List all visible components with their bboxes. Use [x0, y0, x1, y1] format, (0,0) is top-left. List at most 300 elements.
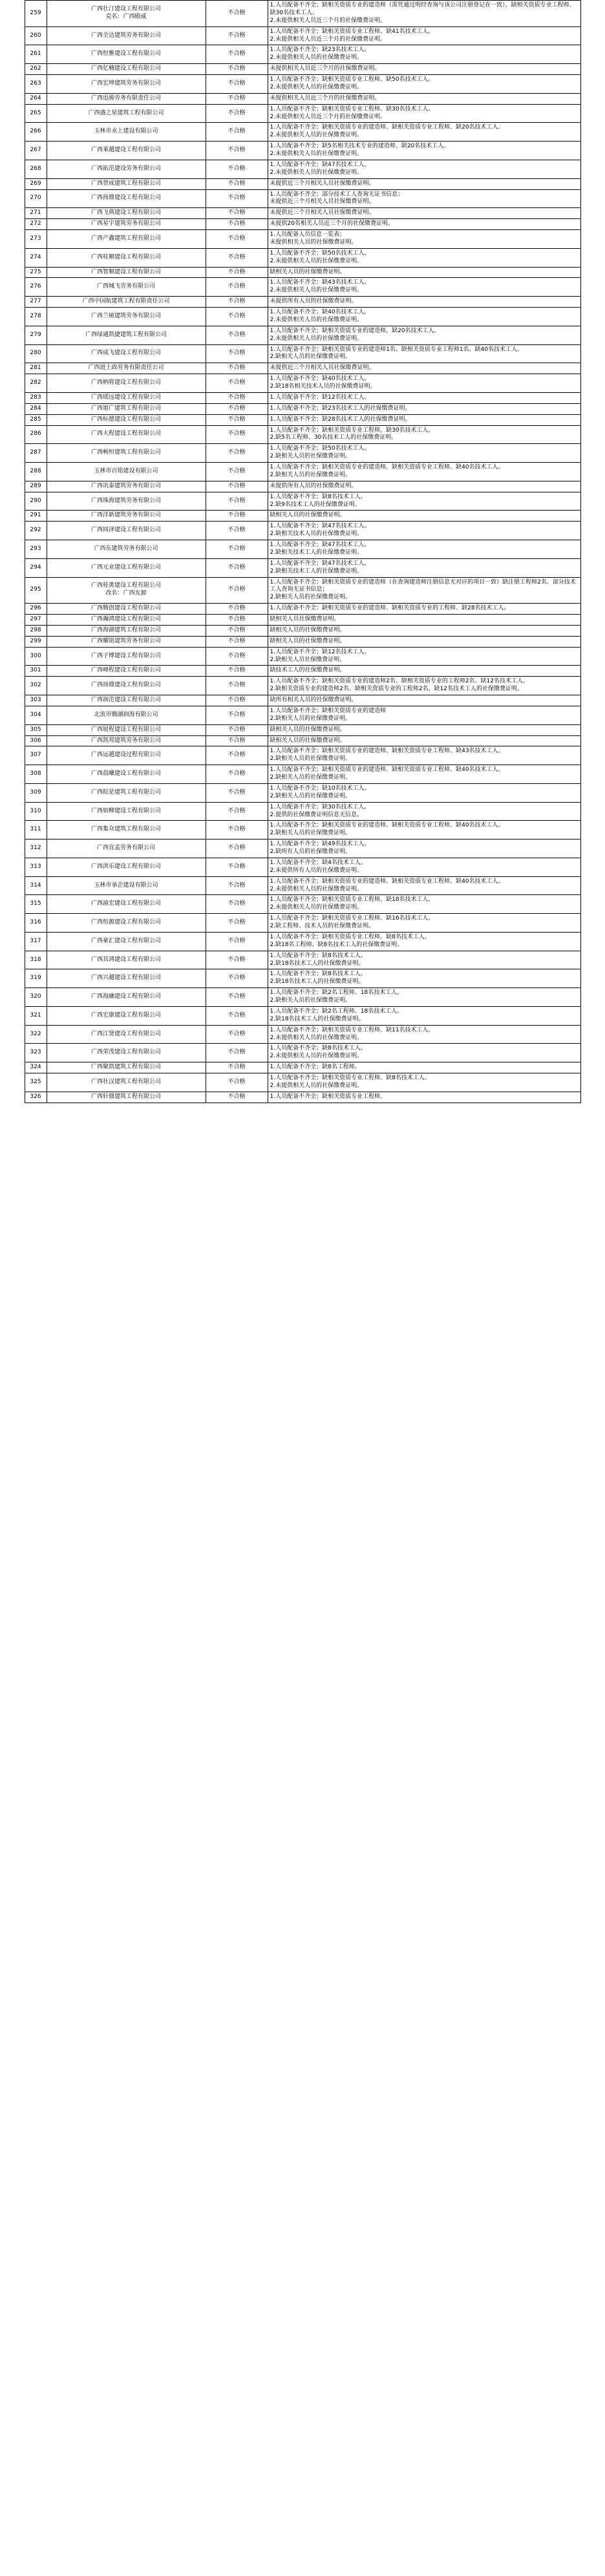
company-name-line: 广西城飞劳务有限公司: [96, 283, 155, 290]
company-name: [47, 695, 206, 706]
failure-reason: [268, 308, 580, 326]
table-row: [25, 914, 580, 933]
failure-reason: [268, 895, 580, 914]
row-number: 285: [25, 414, 47, 425]
company-name: [47, 839, 206, 858]
company-name: [47, 75, 206, 94]
row-number: 321: [25, 1006, 47, 1025]
failure-reason: [268, 783, 580, 802]
review-result: 不合格: [206, 463, 268, 481]
company-name: [47, 123, 206, 142]
failure-reason-line: 1.人员配备不齐全；缺49名技术工人。: [270, 841, 370, 848]
review-result: 不合格: [206, 142, 268, 160]
company-name-line: 广西贺成建筑工程有限公司: [90, 180, 161, 187]
table-row: [25, 783, 580, 802]
failure-reason-line: 2.提供的社保缴费证明信息无信息。: [270, 811, 363, 818]
failure-reason-line: 2.未提供相关人员近三个月的社保缴费证明。: [270, 36, 387, 43]
failure-reason-line: 1.人员配备不齐全；缺相关资质专业的建造师、缺相关资质专业工程师、缺20名技术工人。: [270, 124, 504, 131]
review-result: 不合格: [206, 75, 268, 94]
company-name: [47, 219, 206, 230]
failure-reason: [268, 821, 580, 839]
table-row: [25, 1092, 580, 1103]
company-name-line: 广西洋新建筑劳务有限公司: [90, 512, 161, 519]
company-name-line: 广西豪汇建设工程有限公司: [90, 937, 161, 944]
company-name-line: 北流市腾湖润海有限公司: [94, 711, 158, 718]
company-name-line: 广西产鑫建筑工程有限公司: [90, 235, 161, 242]
failure-reason-line: 2.缺18名工程师、缺8名技术工人的社保缴费证明。: [270, 941, 403, 948]
failure-reason-line: 1.人员配备不齐全；缺8名技术工人。: [270, 1045, 366, 1052]
company-name: [47, 26, 206, 45]
table-row: [25, 647, 580, 666]
failure-reason-line: 未提供相关人员近三个月的社保缴费证明。: [270, 65, 381, 72]
failure-reason-line: 1.人员配备不齐全；缺相关资质专业工程师、缺8名技术工人。: [270, 1075, 430, 1081]
company-name: [47, 858, 206, 876]
table-row: [25, 932, 580, 951]
company-name: [47, 969, 206, 988]
review-result: 不合格: [206, 208, 268, 219]
failure-reason: [268, 492, 580, 511]
company-name: [47, 647, 206, 666]
review-result: 不合格: [206, 783, 268, 802]
table-row: [25, 363, 580, 374]
review-result: 不合格: [206, 625, 268, 636]
row-number: 315: [25, 895, 47, 914]
company-name: [47, 636, 206, 647]
company-name-line: 广西海融建设工程有限公司: [90, 993, 161, 1000]
review-result: 不合格: [206, 839, 268, 858]
table-row: [25, 492, 580, 511]
failure-reason: [268, 839, 580, 858]
failure-reason-line: 未提供近三个月相关人员社保缴费证明。: [270, 180, 375, 187]
table-row: [25, 374, 580, 393]
review-result: 不合格: [206, 178, 268, 189]
table-row: [25, 1006, 580, 1025]
company-name: [47, 267, 206, 278]
table-row: [25, 695, 580, 706]
failure-reason: [268, 403, 580, 414]
company-name-line: 广西荣茂建设工程有限公司: [90, 1049, 161, 1056]
failure-reason-line: 1.人员配备不齐全；缺43名技术工人。: [270, 279, 370, 286]
company-name: [47, 677, 206, 695]
company-name: [47, 297, 206, 308]
failure-reason-line: 1.人员配备不齐全；缺30名技术工人。: [270, 803, 370, 810]
table-row: [25, 267, 580, 278]
failure-reason-line: 1.人员配备不齐全；缺5名相关技术专业的建造师、缺20名技术工人。: [270, 143, 450, 150]
row-number: 302: [25, 677, 47, 695]
row-number: 273: [25, 230, 47, 249]
failure-reason-line: 1.人员配备不齐全；缺相关资质专业工程师、缺41名技术工人。: [270, 28, 434, 35]
row-number: 322: [25, 1025, 47, 1044]
table-row: [25, 278, 580, 297]
review-result: 不合格: [206, 374, 268, 393]
table-row: [25, 75, 580, 94]
company-name-line: 广西中国航建筑工程有限责任公司: [82, 298, 170, 305]
row-number: 265: [25, 104, 47, 123]
company-name-line: 广西峰程建设工程有限公司: [90, 667, 161, 674]
table-row: [25, 988, 580, 1007]
failure-reason-line: 2.缺相关人员的社保缴费证明。: [270, 594, 352, 601]
failure-reason-line: 1.人员配备不齐全；缺40名技术工人。: [270, 375, 370, 383]
review-result: 不合格: [206, 666, 268, 677]
failure-reason-line: 2.缺18名相关技术人员的社保缴费证明。: [270, 383, 376, 390]
failure-reason-line: 1.人员配备不齐全；缺12名技术工人。: [270, 648, 370, 655]
company-name: [47, 142, 206, 160]
failure-reason: [268, 988, 580, 1007]
failure-reason: [268, 374, 580, 393]
table-row: [25, 425, 580, 444]
failure-reason-line: 2.缺相关人员的社保缴费证明。: [270, 755, 352, 763]
company-name: [47, 326, 206, 344]
row-number: 309: [25, 783, 47, 802]
failure-reason-line: 1.人员配备不齐全；缺相关资质专业的建造师（在查询建造师注册信息无对应的项目一致）缺注册工程师2名、部分技术工人查询无证书信息；: [270, 578, 576, 593]
failure-reason-line: 2.缺相关人员的社保缴费证明。: [270, 774, 352, 781]
review-result: 不合格: [206, 1006, 268, 1025]
company-name: [47, 932, 206, 951]
failure-reason-line: 2.缺18名技术工人的社保缴费证明。: [270, 960, 365, 967]
failure-reason: [268, 444, 580, 463]
failure-reason-line: 缺相关人员的社保缴费证明。: [270, 726, 346, 733]
table-row: [25, 1044, 580, 1062]
failure-reason: [268, 1044, 580, 1062]
company-name: [47, 802, 206, 821]
failure-reason: [268, 706, 580, 724]
review-result: 不合格: [206, 267, 268, 278]
company-name-line: 广西大程建设工程有限公司: [90, 430, 161, 438]
company-name-line: 广西恒雅建设工程有限公司: [90, 50, 161, 58]
failure-reason-line: 2.未提供相关人员的社保缴费证明。: [270, 257, 363, 264]
company-name: [47, 1092, 206, 1103]
company-name-line: 广西腾创建设工程有限公司: [90, 605, 161, 612]
review-result: 不合格: [206, 123, 268, 142]
failure-reason-line: 1.人员配备不齐全；缺28名技术工人的社保缴费证明。: [270, 416, 411, 423]
table-row: [25, 208, 580, 219]
company-name: [47, 615, 206, 626]
review-result: 不合格: [206, 1062, 268, 1073]
failure-reason: [268, 267, 580, 278]
failure-reason-line: 2.缺相关人员的社保缴费证明。: [270, 471, 352, 478]
row-number: 271: [25, 208, 47, 219]
failure-reason: [268, 26, 580, 45]
table-row: [25, 511, 580, 522]
table-row: [25, 392, 580, 403]
table-row: [25, 45, 580, 64]
review-result: 不合格: [206, 230, 268, 249]
row-number: 279: [25, 326, 47, 344]
failure-reason-line: 1.人员配备不齐全；缺相关资质专业的建造师、缺相关资质专业的工程师、缺28名技术工人。: [270, 605, 510, 612]
row-number: 263: [25, 75, 47, 94]
failure-reason-line: 2.缺相关技术人员的社保缴费证明。: [270, 531, 363, 538]
company-name: [47, 374, 206, 393]
failure-reason: [268, 625, 580, 636]
row-number: 292: [25, 522, 47, 540]
failure-reason-line: 2.未提供相关人员的社保缴费证明。: [270, 151, 363, 157]
review-result: 不合格: [206, 577, 268, 604]
review-result: 不合格: [206, 93, 268, 104]
table-row: [25, 765, 580, 784]
failure-reason-line: 缺相关人员的社保缴费证明。: [270, 737, 346, 744]
review-result: 不合格: [206, 160, 268, 178]
company-name-line: 广西标德建设工程有限公司: [90, 416, 161, 423]
company-name-line: 广西莱越建设工程有限公司: [90, 147, 161, 154]
company-name: [47, 783, 206, 802]
failure-reason-line: 2.缺相关技术工人的社保缴费证明。: [270, 567, 363, 575]
failure-reason-line: 2.缺相关人员的社保缴费证明。: [270, 715, 352, 722]
failure-reason: [268, 45, 580, 64]
review-result: 不合格: [206, 876, 268, 895]
failure-reason-line: 1.人员配备不齐全；缺8名技术工人。: [270, 971, 366, 978]
table-row: [25, 706, 580, 724]
failure-reason: [268, 746, 580, 765]
failure-reason: [268, 142, 580, 160]
row-number: 264: [25, 93, 47, 104]
company-name-line: 广西绿通凯捷建筑工程有限公司: [85, 331, 167, 338]
failure-reason: [268, 219, 580, 230]
failure-reason-line: 2.未提供相关人员近三个月的社保缴费证明。: [270, 113, 387, 120]
failure-reason-line: 1.人员配备人员信息一览表；: [270, 231, 346, 238]
table-row: [25, 636, 580, 647]
row-number: 326: [25, 1092, 47, 1103]
failure-reason-line: 2.缺18名技术工人的社保缴费证明。: [270, 978, 365, 986]
failure-reason-line: 缺技术工人的社保缴费证明。: [270, 667, 346, 674]
company-name: [47, 160, 206, 178]
table-row: [25, 93, 580, 104]
review-result: 不合格: [206, 615, 268, 626]
row-number: 295: [25, 577, 47, 604]
failure-reason-line: 2.未提供相关人员的社保缴费证明。: [270, 1082, 363, 1089]
review-result: 不合格: [206, 735, 268, 746]
row-number: 272: [25, 219, 47, 230]
table-row: [25, 735, 580, 746]
company-name: [47, 914, 206, 933]
company-name-line: 广西展程建设工程有限公司: [90, 726, 161, 733]
failure-reason: [268, 297, 580, 308]
row-number: 278: [25, 308, 47, 326]
company-name-line: 广西同泽建设工程有限公司: [90, 527, 161, 534]
failure-reason-line: 1.人员配备不齐全；缺8名技术工人。: [270, 493, 366, 500]
row-number: 287: [25, 444, 47, 463]
table-row: [25, 26, 580, 45]
company-name-line: 广西兰硕建筑劳务有限公司: [90, 312, 161, 319]
company-name-line: 广西桂顺建设工程有限公司: [90, 253, 161, 260]
failure-reason: [268, 1092, 580, 1103]
table-row: [25, 625, 580, 636]
table-row: [25, 677, 580, 695]
row-number: 288: [25, 463, 47, 481]
company-name-line: 广西运越建设过程有限公司: [90, 752, 161, 759]
failure-reason: [268, 735, 580, 746]
failure-reason: [268, 1073, 580, 1092]
row-number: 303: [25, 695, 47, 706]
company-name: [47, 363, 206, 374]
failure-reason: [268, 123, 580, 142]
row-number: 282: [25, 374, 47, 393]
review-result: 不合格: [206, 706, 268, 724]
company-name: [47, 895, 206, 914]
registry-sheet: [0, 0, 605, 1103]
failure-reason: [268, 558, 580, 577]
failure-reason-line: 1.人员配备不齐全；缺相关资质专业工程师，缺30名技术工人。: [270, 427, 434, 434]
row-number: 298: [25, 625, 47, 636]
company-name: [47, 625, 206, 636]
failure-reason-line: 1.人员配备不齐全；缺相关资质专业的建造师（需凭通过明经查询与该公司注册登记在一致）、缺相关资质专业工程师、缺30名技术工人。: [270, 2, 575, 16]
table-row: [25, 444, 580, 463]
company-name-line: 广西渝宏建设工程有限公司: [90, 900, 161, 907]
review-result: 不合格: [206, 647, 268, 666]
failure-reason-line: 未提供所有人员的社保缴费证明。: [270, 298, 357, 305]
row-number: 319: [25, 969, 47, 988]
company-name-line: 广西珠海建筑劳务有限公司: [90, 497, 161, 504]
company-name-line: 广西耀铭建筑劳务有限公司: [90, 637, 161, 644]
failure-reason-line: 1.人员配备不齐全；缺相关资质专业的建造师、缺相关资质专业工程师、缺40名技术工人。: [270, 878, 504, 885]
row-number: 276: [25, 278, 47, 297]
row-number: 299: [25, 636, 47, 647]
failure-reason-line: 1.人员配备不齐全；缺23名技术工人。: [270, 47, 370, 54]
table-row: [25, 104, 580, 123]
company-name: [47, 876, 206, 895]
failure-reason-line: 2.缺相关人员的社保缴费证明。: [270, 354, 352, 361]
company-name: [47, 414, 206, 425]
company-review-table: [25, 0, 581, 1103]
company-name-line: 广西星宇建筑劳务有限公司: [90, 220, 161, 227]
review-result: 不合格: [206, 278, 268, 297]
company-name-line: 广西进上政劳务有限责任公司: [88, 364, 164, 372]
company-name-line: 玉林市永上建设有限公司: [94, 128, 158, 135]
review-result: 不合格: [206, 403, 268, 414]
failure-reason-line: 1.人员配备不齐全；缺相关资质专业工程师、缺16名技术工人。: [270, 915, 434, 922]
review-result: 不合格: [206, 951, 268, 969]
review-result: 不合格: [206, 1, 268, 27]
company-name-line: 广西桂黄建设工程有限公司: [90, 582, 161, 589]
table-row: [25, 615, 580, 626]
company-name-line: 广西东建筑劳务有限公司: [94, 545, 158, 552]
failure-reason: [268, 695, 580, 706]
table-row: [25, 724, 580, 735]
failure-reason-line: 1.人员配备不齐全；缺40名技术工人。: [270, 309, 370, 315]
table-row: [25, 1073, 580, 1092]
failure-reason: [268, 765, 580, 784]
company-name: [47, 492, 206, 511]
company-name: [47, 724, 206, 735]
review-result: 不合格: [206, 308, 268, 326]
review-result: 不合格: [206, 481, 268, 492]
failure-reason-line: 2.缺5名工程师、30名技术工人的社保缴费证明。: [270, 434, 398, 441]
failure-reason: [268, 511, 580, 522]
table-row: [25, 839, 580, 858]
failure-reason: [268, 104, 580, 123]
row-number: 280: [25, 344, 47, 363]
failure-reason: [268, 344, 580, 363]
company-name: [47, 1044, 206, 1062]
company-name-line: 广西宜孟劳务有限公司: [96, 845, 155, 852]
company-name: [47, 666, 206, 677]
company-name-line: 广西扬鼎建设工程有限公司: [90, 682, 161, 689]
company-name: [47, 765, 206, 784]
failure-reason-line: 2.缺所有人员的社保缴费证明。: [270, 849, 352, 855]
review-result: 不合格: [206, 988, 268, 1007]
row-number: 313: [25, 858, 47, 876]
company-name-line: 广西其鸿建设工程有限公司: [90, 956, 161, 963]
failure-reason-line: 1.人员配备不齐全；缺相关资质专业的建造师，缺相关资质专业工程师、缺40名技术工人。: [270, 464, 504, 470]
company-name-line: 广西讯泰建筑劳务有限公司: [90, 482, 161, 489]
table-row: [25, 876, 580, 895]
company-name: [47, 1062, 206, 1073]
failure-reason-line: 1.人员配备不齐全；缺相关资质专业的建造师2名、缺相关资质专业的工程师2名、缺12名技术工人。: [270, 678, 529, 685]
failure-reason: [268, 876, 580, 895]
failure-reason-line: 1.人员配备不齐全；缺相关资质专业的建造师、缺相关资质专业工程师、缺43名技术工人。: [270, 748, 504, 755]
company-name: [47, 706, 206, 724]
row-number: 260: [25, 26, 47, 45]
review-result: 不合格: [206, 297, 268, 308]
failure-reason-line: 缺相关人员的社保缴费证明。: [270, 512, 346, 519]
table-row: [25, 1, 580, 27]
failure-reason: [268, 932, 580, 951]
failure-reason-line: 2.未提供相关人员的社保缴费证明。: [270, 132, 363, 139]
company-name: [47, 189, 206, 208]
table-row: [25, 414, 580, 425]
company-name-line: 广西盛之星建筑工程有限公司: [88, 109, 164, 116]
company-name-line: 广西子博建设工程有限公司: [90, 652, 161, 659]
failure-reason: [268, 522, 580, 540]
company-name-line: 广西宏坤建筑劳务有限公司: [90, 79, 161, 87]
company-name: [47, 278, 206, 297]
company-name-line: 广西皖是建筑工程有限公司: [90, 788, 161, 796]
failure-reason-line: 2.未提供相关人员的社保缴费证明。: [270, 169, 363, 176]
table-row: [25, 604, 580, 615]
review-result: 不合格: [206, 492, 268, 511]
table-row: [25, 522, 580, 540]
review-result: 不合格: [206, 858, 268, 876]
failure-reason-line: 2.缺18名技术工人的社保缴费证明。: [270, 1015, 365, 1022]
failure-reason-line: 未提供相关人员的社保缴费证明。: [270, 238, 357, 246]
review-result: 不合格: [206, 45, 268, 64]
company-name-line: 广西壮汀建设工程有限公司: [90, 5, 161, 12]
table-row: [25, 230, 580, 249]
failure-reason: [268, 463, 580, 481]
failure-reason: [268, 64, 580, 75]
review-result: 不合格: [206, 425, 268, 444]
table-row: [25, 895, 580, 914]
failure-reason-line: 1.人员配备不齐全；缺相关资质专业的建造师，缺20名技术工人。: [270, 327, 440, 334]
company-name: [47, 178, 206, 189]
table-row: [25, 403, 580, 414]
company-name-line: 广西海湖建筑工程有限公司: [90, 626, 161, 633]
company-name: [47, 511, 206, 522]
review-result: 不合格: [206, 26, 268, 45]
failure-reason: [268, 414, 580, 425]
row-number: 261: [25, 45, 47, 64]
company-name-line: 广西宏康建设工程有限公司: [90, 1011, 161, 1019]
review-result: 不合格: [206, 344, 268, 363]
failure-reason-line: 1.人员配备不齐全；缺12名技术工人。: [270, 394, 370, 401]
failure-reason: [268, 278, 580, 297]
failure-reason-line: 1.人员配备不齐全；缺50名技术工人。: [270, 249, 370, 257]
table-row: [25, 802, 580, 821]
row-number: 301: [25, 666, 47, 677]
company-name-line: 广西柄将建设工程有限公司: [90, 379, 161, 386]
row-number: 306: [25, 735, 47, 746]
review-result: 不合格: [206, 746, 268, 765]
table-row: [25, 64, 580, 75]
failure-reason-line: 1.人员配备不齐全；缺8名工程师。: [270, 1064, 361, 1071]
company-name-line: 广西集众建筑工程有限公司: [90, 826, 161, 833]
company-name-line: 玉林市百铭建设有限公司: [94, 467, 158, 474]
failure-reason-line: 2.缺相关人员的社保缴费证明。: [270, 830, 352, 837]
review-result: 不合格: [206, 1025, 268, 1044]
company-name: [47, 1025, 206, 1044]
table-row: [25, 481, 580, 492]
failure-reason: [268, 636, 580, 647]
company-name: [47, 1006, 206, 1025]
